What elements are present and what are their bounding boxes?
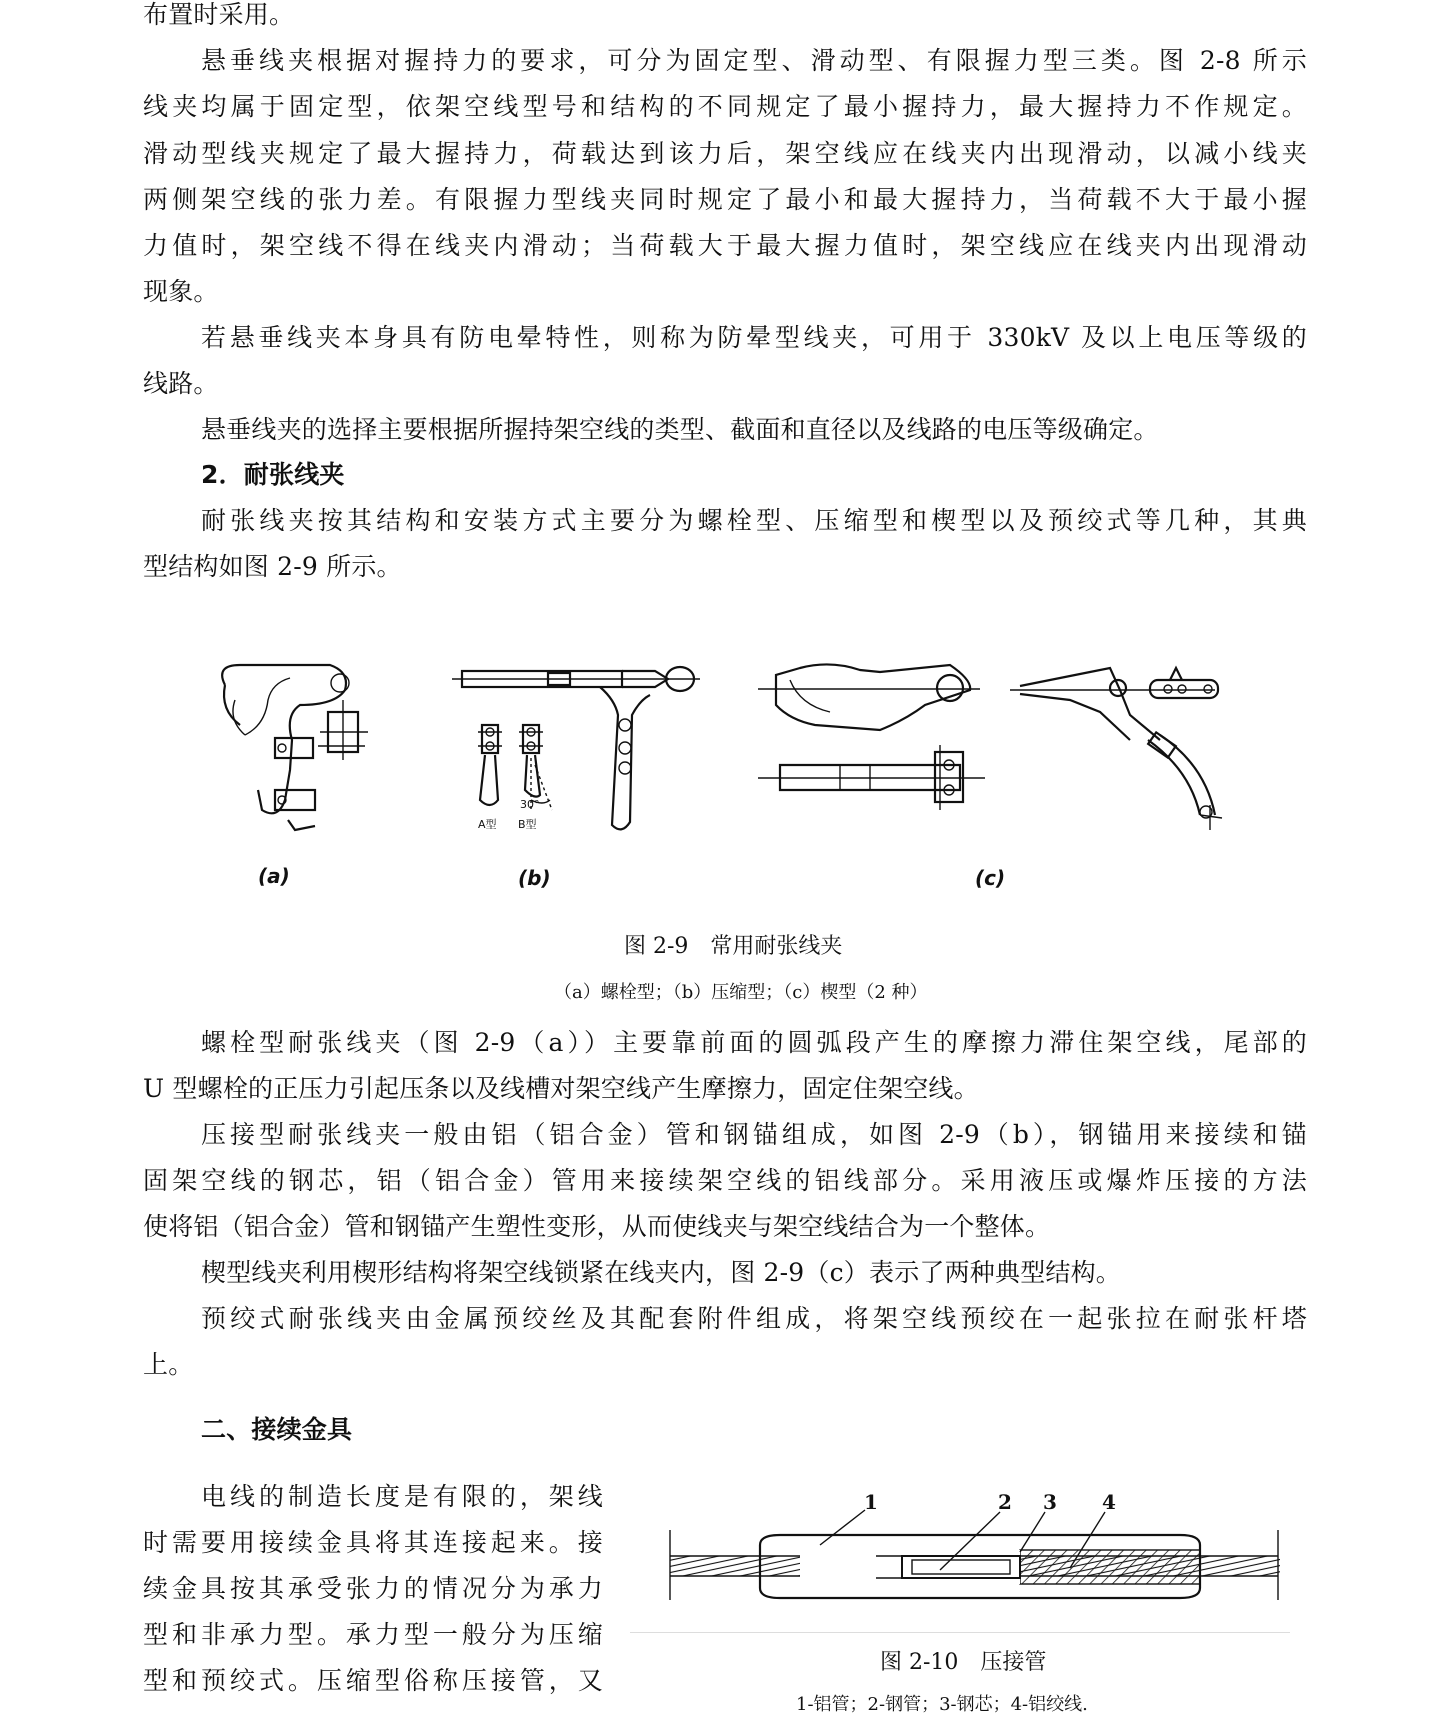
paragraph-line: 时需要用接续金具将其连接起来。接 bbox=[143, 1528, 603, 1557]
callout-4: 4 bbox=[1102, 1490, 1116, 1514]
paragraph-line: 楔型线夹利用楔形结构将架空线锁紧在线夹内，图 2-9（c）表示了两种典型结构。 bbox=[201, 1258, 1122, 1287]
paragraph-line: 力值时，架空线不得在线夹内滑动；当荷载大于最大握力值时，架空线应在线夹内出现滑动 bbox=[143, 231, 1307, 260]
paragraph-line: 固架空线的钢芯，铝（铝合金）管用来接续架空线的铝线部分。采用液压或爆炸压接的方法 bbox=[143, 1166, 1307, 1195]
paragraph-line: 悬垂线夹的选择主要根据所握持架空线的类型、截面和直径以及线路的电压等级确定。 bbox=[201, 415, 1159, 444]
section-subheading: 2．耐张线夹 bbox=[201, 460, 345, 489]
paragraph-line: 线路。 bbox=[143, 369, 219, 398]
paragraph-line: 滑动型线夹规定了最大握持力，荷载达到该力后，架空线应在线夹内出现滑动，以减小线夹 bbox=[143, 139, 1307, 168]
paragraph-line: 悬垂线夹根据对握持力的要求，可分为固定型、滑动型、有限握力型三类。图 2-8 所示 bbox=[201, 46, 1307, 75]
bolt-type-clamp-drawing bbox=[222, 665, 368, 830]
callout-1: 1 bbox=[864, 1490, 878, 1514]
wedge-type-clamp-2-drawing bbox=[1010, 668, 1222, 830]
paragraph-line: 布置时采用。 bbox=[143, 0, 295, 29]
paragraph-line: 续金具按其承受张力的情况分为承力 bbox=[143, 1574, 603, 1603]
figure-2-10-caption: 图 2-10 压接管 bbox=[880, 1650, 1047, 1675]
paragraph-line: 型和预绞式。压缩型俗称压接管，又 bbox=[143, 1666, 603, 1695]
callout-3: 3 bbox=[1043, 1490, 1057, 1514]
compression-type-clamp-drawing bbox=[452, 667, 700, 829]
subfigure-b-label: (b) bbox=[518, 866, 551, 890]
figure-2-9-caption: 图 2-9 常用耐张线夹 bbox=[624, 934, 843, 959]
subfigure-c-label: (c) bbox=[975, 866, 1006, 890]
subfigure-a-label: (a) bbox=[258, 864, 290, 888]
figure-2-10-subcaption: 1-铝管；2-钢管；3-钢芯；4-铝绞线. bbox=[796, 1694, 1088, 1715]
paragraph-line: 使将铝（铝合金）管和钢锚产生塑性变形，从而使线夹与架空线结合为一个整体。 bbox=[143, 1212, 1051, 1241]
figure-divider bbox=[630, 1632, 1290, 1633]
paragraph-line: 型和非承力型。承力型一般分为压缩 bbox=[143, 1620, 603, 1649]
wedge-type-clamp-1-drawing bbox=[758, 664, 985, 810]
paragraph-line: 型结构如图 2-9 所示。 bbox=[143, 552, 402, 581]
compression-sleeve-drawing bbox=[640, 1490, 1310, 1630]
paragraph-line: 压接型耐张线夹一般由铝（铝合金）管和钢锚组成，如图 2-9（b），钢锚用来接续和锚 bbox=[201, 1120, 1307, 1149]
paragraph-line: 耐张线夹按其结构和安装方式主要分为螺栓型、压缩型和楔型以及预绞式等几种，其典 bbox=[201, 506, 1307, 535]
paragraph-line: 现象。 bbox=[143, 277, 219, 306]
paragraph-line: 两侧架空线的张力差。有限握力型线夹同时规定了最小和最大握持力，当荷载不大于最小握 bbox=[143, 185, 1307, 214]
paragraph-line: 若悬垂线夹本身具有防电晕特性，则称为防晕型线夹，可用于 330kV 及以上电压等级的 bbox=[201, 323, 1307, 352]
angle-label: 30° bbox=[520, 798, 540, 811]
paragraph-line: 螺栓型耐张线夹（图 2-9（a））主要靠前面的圆弧段产生的摩擦力滞住架空线，尾部的 bbox=[201, 1028, 1307, 1057]
figure-2-9-subcaption: （a）螺栓型；（b）压缩型；（c）楔型（2 种） bbox=[554, 982, 928, 1003]
type-b-label: B型 bbox=[518, 818, 537, 831]
type-a-label: A型 bbox=[478, 818, 497, 831]
paragraph-line: U 型螺栓的正压力引起压条以及线槽对架空线产生摩擦力，固定住架空线。 bbox=[143, 1074, 979, 1103]
paragraph-line: 电线的制造长度是有限的，架线 bbox=[201, 1482, 603, 1511]
section-heading: 二、接续金具 bbox=[201, 1415, 353, 1444]
paragraph-line: 上。 bbox=[143, 1350, 194, 1379]
callout-2: 2 bbox=[998, 1490, 1012, 1514]
paragraph-line: 线夹均属于固定型，依架空线型号和结构的不同规定了最小握持力，最大握持力不作规定。 bbox=[143, 92, 1307, 121]
figure-2-10 bbox=[640, 1490, 1310, 1718]
paragraph-line: 预绞式耐张线夹由金属预绞丝及其配套附件组成，将架空线预绞在一起张拉在耐张杆塔 bbox=[201, 1304, 1307, 1333]
